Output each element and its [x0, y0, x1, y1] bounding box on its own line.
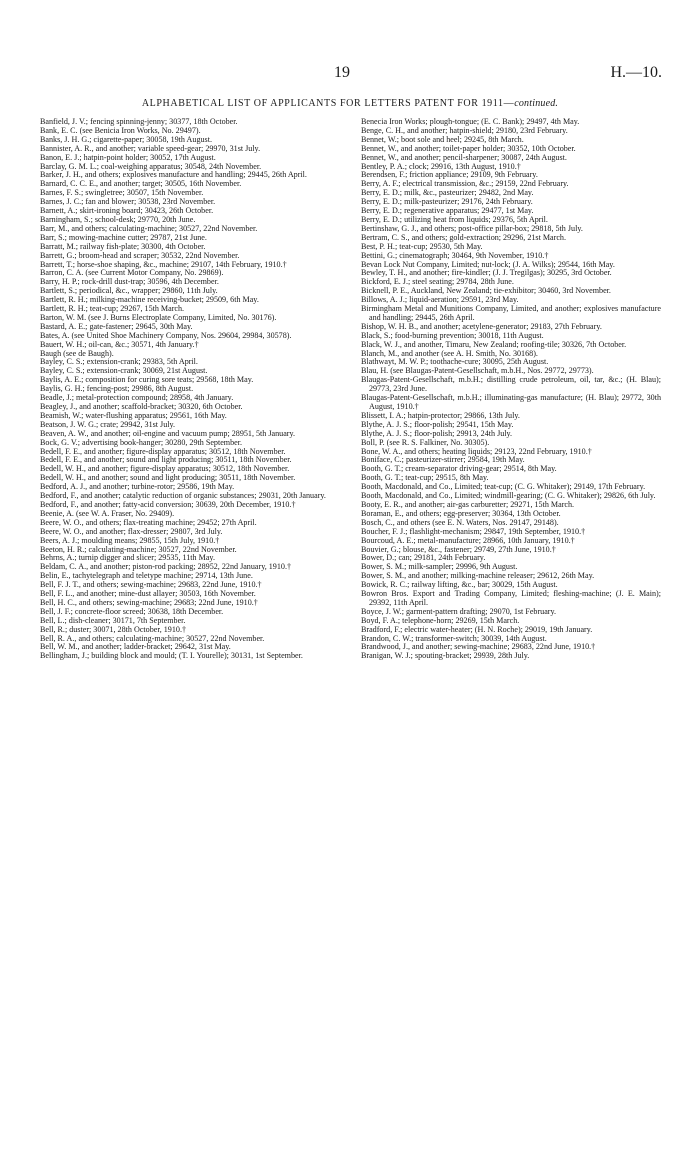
- list-entry: Beaven, A. W., and another; oil-engine and vacuum pump; 28951, 5th January.: [40, 428, 296, 438]
- list-entry: Bentley, P. A.; clock; 29916, 13th August, 1910.†: [361, 161, 521, 171]
- left-column: [40, 118, 340, 661]
- list-entry: Boraman, E., and others; egg-preserver; 30364, 13th October.: [361, 508, 561, 518]
- list-entry: Barr, M., and others; calculating-machine; 30527, 22nd November.: [40, 223, 258, 233]
- list-entry: Banks, J. H. G.; cigarette-paper; 30058, 19th August.: [40, 134, 212, 144]
- page-title: [0, 98, 700, 109]
- list-entry: Bedell, W. H., and another; sound and light producing; 30511, 18th November.: [40, 473, 296, 483]
- list-entry: Blau, H. (see Blaugas-Patent-Gesellschaft, m.b.H., Nos. 29772, 29773).: [361, 366, 594, 376]
- document-reference: H.—10.: [610, 64, 662, 81]
- list-entry: Bennet, W.; boot sole and heel; 29245, 8th March.: [361, 134, 524, 144]
- list-entry: Berry, A. F.; electrical transmission, &c.; 29159, 22nd February.: [361, 179, 569, 189]
- list-entry: Bouvier, G.; blouse, &c., fastener; 29749, 27th June, 1910.†: [361, 544, 556, 554]
- page-number: 19: [334, 64, 350, 81]
- list-entry: Bertinshaw, G. J., and others; post-office pillar-box; 29818, 5th July.: [361, 223, 583, 233]
- list-entry: Booty, E. R., and another; air-gas carburetter; 29271, 15th March.: [361, 499, 575, 509]
- list-entry: Bower, D.; can; 29181, 24th February.: [361, 553, 486, 563]
- list-entry: Bradford, F.; electric water-heater; (H. N. Roche); 29019, 19th January.: [361, 624, 593, 634]
- list-entry: Bicknell, P. E., Auckland, New Zealand; tie-exhibitor; 30460, 3rd November.: [361, 286, 611, 296]
- list-entry: Bosch, C., and others (see E. N. Waters, Nos. 29147, 29148).: [361, 517, 559, 527]
- list-entry: Black, W. J., and another, Timaru, New Zealand; roofing-tile; 30326, 7th October.: [361, 339, 627, 349]
- list-entry: Blythe, A. J. S.; floor-polish; 29541, 15th May.: [361, 419, 514, 429]
- list-entry: Bell, L.; dish-cleaner; 30171, 7th September.: [40, 615, 186, 625]
- title-suffix: continued.: [514, 98, 559, 109]
- list-entry: Branigan, W. J.; spouting-bracket; 29939, 28th July.: [361, 651, 530, 661]
- list-entry: Benge, C. H., and another; hatpin-shield; 29180, 23rd February.: [361, 125, 568, 135]
- page-header: [0, 64, 700, 84]
- list-entry: Boniface, C.; pasteurizer-stirrer; 29584, 19th May.: [361, 455, 525, 465]
- list-entry: Bower, S. M., and another; milking-machine releaser; 29612, 26th May.: [361, 571, 595, 581]
- list-entry: Blanch, M., and another (see A. H. Smith, No. 30168).: [361, 348, 538, 358]
- list-entry: Black, S.; food-burning prevention; 30018, 11th August.: [361, 330, 544, 340]
- list-entry: Boyd, F. A.; telephone-horn; 29269, 15th March.: [361, 615, 520, 625]
- list-entry: Bayley, C. S.; extension-crank; 30069, 21st August.: [40, 366, 208, 376]
- list-entry: Bennet, W., and another; pencil-sharpener; 30087, 24th August.: [361, 152, 567, 162]
- list-entry: Bell, F. J. T., and others; sewing-machine; 29683, 22nd June, 1910.†: [40, 580, 262, 590]
- list-entry: Beatson, J. W. G.; crate; 29942, 31st July.: [40, 419, 176, 429]
- list-entry: Blaugas-Patent-Gesellschaft, m.b.H.; distilling crude petroleum, oil, tar, &c.; (H. Blau); 29773, 23rd June.: [361, 375, 661, 394]
- list-entry: Bennet, W., and another; toilet-paper holder; 30352, 10th October.: [361, 143, 576, 153]
- list-entry: Berendsen, F.; friction appliance; 29109, 9th February.: [361, 170, 538, 180]
- list-entry: Berry, E. D.; milk-pasteurizer; 29176, 24th February.: [361, 197, 533, 207]
- list-entry: Barratt, M.; railway fish-plate; 30300, 4th October.: [40, 241, 206, 251]
- list-entry: Beere, W. O., and others; flax-treating machine; 29452; 27th April.: [40, 517, 257, 527]
- list-entry: Best, P. H.; teat-cup; 29530, 5th May.: [361, 241, 483, 251]
- list-entry: Bates, A. (see United Shoe Machinery Company, Nos. 29604, 29984, 30578).: [40, 330, 292, 340]
- list-entry: Blaugas-Patent-Gesellschaft, m.b.H.; illuminating-gas manufacture; (H. Blau); 29772, 30th August, 1910.†: [361, 393, 661, 411]
- list-entry: Bone, W. A., and others; heating liquids; 29123, 22nd February, 1910.†: [361, 446, 592, 456]
- list-entry: Bellingham, J.; building block and mould; (T. I. Yourelle); 30131, 1st September.: [40, 651, 303, 661]
- list-entry: Bourcoud, A. E.; metal-manufacture; 28966, 10th January, 1910.†: [361, 535, 575, 545]
- list-entry: Bewley, T. H., and another; fire-kindler; (J. J. Tregilgas); 30295, 3rd October.: [361, 268, 612, 278]
- list-entry: Bedford, F., and another; fatty-acid conversion; 30639, 20th December, 1910.†: [40, 499, 296, 509]
- list-entry: Bowick, R. C.; railway lifting, &c., bar; 30029, 15th August.: [361, 580, 558, 590]
- list-entry: Bauert, W. H.; oil-can, &c.; 30571, 4th January.†: [40, 339, 199, 349]
- list-entry: Barker, J. H., and others; explosives manufacture and handling; 29445, 26th April.: [40, 170, 307, 180]
- list-entry: Blathwayt, M. W. P.; toothache-cure; 30095, 25th August.: [361, 357, 549, 367]
- list-entry: Bell, R.; duster; 30071, 28th October, 1910.†: [40, 624, 187, 634]
- list-entry: Berry, E. D.; utilizing heat from liquids; 29376, 5th April.: [361, 214, 548, 224]
- list-entry: Beeton, H. R.; calculating-machine; 30527, 22nd November.: [40, 544, 237, 554]
- list-entry: Beldam, C. A., and another; piston-rod packing; 28952, 22nd January, 1910.†: [40, 562, 292, 572]
- list-entry: Bedford, A. J., and another; turbine-rotor; 29586, 19th May.: [40, 482, 235, 492]
- list-entry: Barnett, A.; skirt-ironing board; 30423, 26th October.: [40, 206, 214, 216]
- list-entry: Bartlett, R. H.; milking-machine receiving-bucket; 29509, 6th May.: [40, 295, 259, 305]
- list-entry: Booth, Macdonald, and Co., Limited; teat-cup; (C. G. Whitaker); 29149, 17th February.: [361, 482, 646, 492]
- list-entry: Baugh (see de Baugh).: [40, 348, 114, 358]
- list-entry: Bedell, F. E., and another; sound and light producing; 30511, 18th November.: [40, 455, 292, 465]
- list-entry: Bell, W. M., and another; ladder-bracket; 29642, 31st May.: [40, 642, 231, 652]
- list-entry: Bell, R. A., and others; calculating-machine; 30527, 22nd November.: [40, 633, 265, 643]
- list-entry: Bock, G. V.; advertising book-hanger; 30280, 29th September.: [40, 437, 243, 447]
- list-entry: Bell, J. F.; concrete-floor screed; 30638, 18th December.: [40, 606, 224, 616]
- list-entry: Birmingham Metal and Munitions Company, Limited, and another; explosives manufacture and handling; 29445, 26th April.: [361, 304, 661, 322]
- list-entry: Beere, W. O., and another; flax-dresser; 29807, 3rd July.: [40, 526, 223, 536]
- title-main: ALPHABETICAL LIST OF APPLICANTS FOR LETTERS PATENT FOR 1911—: [141, 98, 515, 109]
- list-entry: Bayley, C. S.; extension-crank; 29383, 5th April.: [40, 357, 198, 367]
- list-entry: Baylis, G. H.; fencing-post; 29986, 8th August.: [40, 384, 194, 394]
- list-entry: Beadle, J.; metal-protection compound; 28958, 4th January.: [40, 393, 234, 403]
- list-entry: Boll, P. (see R. S. Falkiner, No. 30305).: [361, 437, 490, 447]
- list-entry: Barrett, T.; horse-shoe shaping, &c., machine; 29107, 14th February, 1910.†: [40, 259, 287, 269]
- list-entry: Blissett, I. A.; hatpin-protector; 29866, 13th July.: [361, 410, 520, 420]
- list-entry: Banon, E. J.; hatpin-point holder; 30052, 17th August.: [40, 152, 216, 162]
- list-entry: Bettini, G.; cinematograph; 30464, 9th November, 1910.†: [361, 250, 549, 260]
- list-entry: Billows, A. J.; liquid-aeration; 29591, 23rd May.: [361, 295, 519, 305]
- list-entry: Bedell, F. E., and another; figure-display apparatus; 30512, 18th November.: [40, 446, 286, 456]
- list-entry: Bickford, E. J.; steel seating; 29784, 28th June.: [361, 277, 514, 287]
- list-entry: Beenie, A. (see W. A. Fraser, No. 29409).: [40, 508, 175, 518]
- list-entry: Blythe, A. J. S.; floor-polish; 29913, 24th July.: [361, 428, 513, 438]
- list-entry: Bartlett, R. H.; teat-cup; 29267, 15th March.: [40, 304, 185, 314]
- list-entry: Bowron Bros. Export and Trading Company, Limited; fleshing-machine; (J. E. Main); 29392, 11th April.: [361, 589, 661, 607]
- list-entry: Barton, W. M. (see J. Burns Electroplate Company, Limited, No. 30176).: [40, 312, 277, 322]
- list-entry: Beamish, W.; water-flushing apparatus; 29561, 16th May.: [40, 410, 227, 420]
- list-entry: Booth, G. T.; teat-cup; 29515, 8th May.: [361, 473, 489, 483]
- list-entry: Barningham, S.; school-desk; 29770, 20th June.: [40, 214, 196, 224]
- list-entry: Beagley, J., and another; scaffold-bracket; 30320, 6th October.: [40, 402, 243, 411]
- list-entry: Bower, S. M.; milk-sampler; 29996, 9th August.: [361, 562, 518, 572]
- list-entry: Bedford, F., and another; catalytic reduction of organic substances; 29031, 20th January.: [40, 491, 326, 501]
- list-entry: Booth, Macdonald, and Co., Limited; windmill-gearing; (C. G. Whitaker); 29826, 6th July.: [361, 491, 656, 501]
- list-entry: Barr, S.; mowing-machine cutter; 29787, 21st June.: [40, 232, 207, 242]
- list-entry: Bevan Lock Nut Company, Limited; nut-lock; (J. A. Wilks); 29544, 16th May.: [361, 259, 615, 269]
- list-entry: Barnard, C. C. E., and another; target; 30505, 16th November.: [40, 179, 242, 189]
- list-entry: Barrett, G.; broom-head and scraper; 30532, 22nd November.: [40, 250, 240, 260]
- list-entry: Bedell, W. H., and another; figure-display apparatus; 30512, 18th November.: [40, 464, 290, 474]
- list-entry: Benecia Iron Works; plough-tongue; (E. C. Bank); 29497, 4th May.: [361, 117, 580, 126]
- list-entry: Baylis, A. E.; composition for curing sore teats; 29568, 18th May.: [40, 375, 254, 385]
- list-entry: Banfield, J. V.; fencing spinning-jenny; 30377, 18th October.: [40, 117, 238, 126]
- list-entry: Barclay, G. M. L.; coal-weighing apparatus; 30548, 24th November.: [40, 161, 262, 171]
- list-entry: Bank, E. C. (see Benicia Iron Works, No. 29497).: [40, 125, 201, 135]
- list-entry: Belin, E., tachytelegraph and teletype machine; 29714, 13th June.: [40, 571, 253, 581]
- list-entry: Barnes, J. C.; fan and blower; 30538, 23rd November.: [40, 197, 216, 207]
- list-entry: Bastard, A. E.; gate-fastener; 29645, 30th May.: [40, 321, 193, 331]
- list-entry: Brandon, C. W.; transformer-switch; 30039, 14th August.: [361, 633, 547, 643]
- list-entry: Booth, G. T.; cream-separator driving-gear; 29514, 8th May.: [361, 464, 557, 474]
- list-entry: Bartlett, S.; periodical, &c., wrapper; 29860, 11th July.: [40, 286, 218, 296]
- list-entry: Boyce, J. W.; garment-pattern drafting; 29070, 1st February.: [361, 606, 557, 616]
- list-entry: Brandwood, J., and another; sewing-machine; 29683, 22nd June, 1910.†: [361, 642, 596, 652]
- list-entry: Bishop, W. H. B., and another; acetylene-generator; 29183, 27th February.: [361, 321, 602, 331]
- list-entry: Barnes, F. S.; swingletree; 30507, 15th November.: [40, 188, 204, 198]
- list-entry: Bertram, C. S., and others; gold-extraction; 29296, 21st March.: [361, 232, 567, 242]
- list-entry: Bannister, A. R., and another; variable speed-gear; 29970, 31st July.: [40, 143, 261, 153]
- list-entry: Bell, H. C., and others; sewing-machine; 29683; 22nd June, 1910.†: [40, 597, 258, 607]
- list-entry: Behrns, A.; turnip digger and slicer; 29535, 11th May.: [40, 553, 215, 563]
- list-entry: Bell, F. L., and another; mine-dust allayer; 30503, 16th November.: [40, 589, 256, 599]
- list-entry: Boucher, F. J.; flashlight-mechanism; 29847, 19th September, 1910.†: [361, 526, 586, 536]
- list-entry: Berry, E. D.; regenerative apparatus; 29477, 1st May.: [361, 206, 534, 216]
- list-entry: Barron, C. A. (see Current Motor Company, No. 29869).: [40, 268, 224, 278]
- right-column: [361, 118, 661, 661]
- list-entry: Berry, E. D.; milk, &c., pasteurizer; 29482, 2nd May.: [361, 188, 534, 198]
- list-entry: Beers, A. J.; moulding means; 29855, 15th July, 1910.†: [40, 535, 220, 545]
- list-entry: Barry, H. P.; rock-drill dust-trap; 30596, 4th December.: [40, 277, 219, 287]
